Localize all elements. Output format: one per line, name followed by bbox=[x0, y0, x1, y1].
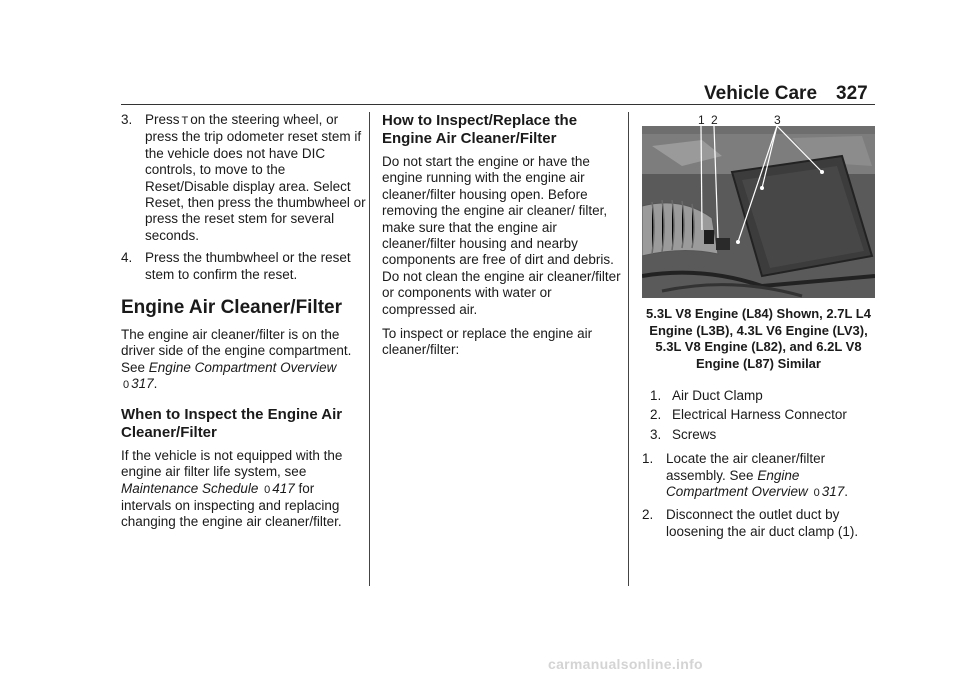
step-3 bbox=[121, 112, 366, 244]
subsection-title: When to Inspect the Engine Air Cleaner/Filter bbox=[121, 405, 343, 441]
figure-legend bbox=[650, 388, 875, 443]
step-text: Disconnect the outlet duct by loosening the air duct clamp (1). bbox=[666, 507, 859, 539]
column-divider-1 bbox=[369, 112, 370, 586]
maintenance-schedule-link[interactable]: Maintenance Schedule 0 417 bbox=[121, 480, 295, 496]
step-number: 2. bbox=[642, 507, 654, 523]
step-text: Press the thumbwheel or the reset stem to confirm the reset. bbox=[145, 250, 351, 282]
callout-2: 2 bbox=[711, 113, 718, 127]
page-ref-icon: 0 bbox=[264, 483, 271, 496]
subsection-title: How to Inspect/Replace the Engine Air Cleaner/Filter bbox=[382, 112, 578, 147]
paragraph: Do not start the engine or have the engine running with the engine air cleaner/filter housing open. Before removing the engine air cleaner/ filter, make sure that the engine air cleaner/filter housing and nearby components are free of dirt and debris. Do not clean the engine air cleaner/filter or components with water or compressed air. bbox=[382, 154, 621, 317]
section-header-title: Vehicle Care bbox=[704, 83, 818, 104]
thumbwheel-symbol-icon: T bbox=[181, 115, 189, 127]
subsection-paragraph: If the vehicle is not equipped with the engine air filter life system, see Maintenance Schedule 0 417 for intervals on inspecting and replacing changing the engine air cleaner/filter. bbox=[121, 447, 343, 530]
step-number: 3. bbox=[121, 112, 133, 127]
legend-item: 1. Air Duct Clamp bbox=[650, 388, 763, 403]
page-number: 327 bbox=[836, 83, 868, 104]
figure-caption: 5.3L V8 Engine (L84) Shown, 2.7L L4 Engine (L3B), 4.3L V6 Engine (LV3), 5.3L V8 Engine (L82), and 6.2L V8 Engine (L87) Similar bbox=[646, 306, 871, 371]
page-ref-icon: 0 bbox=[123, 379, 130, 392]
step-1: 1. Locate the air cleaner/filter assembly. See Engine Compartment Overview 0 317. bbox=[642, 451, 875, 501]
engine-compartment-overview-link[interactable]: Engine Compartment Overview 0 317 bbox=[666, 467, 845, 500]
engine-illustration bbox=[642, 126, 875, 298]
legend-item: 3. Screws bbox=[650, 426, 717, 442]
section-paragraph: The engine air cleaner/filter is on the driver side of the engine compartment. See Engine Compartment Overview 0 317. bbox=[121, 327, 352, 392]
step-2 bbox=[642, 507, 875, 540]
step-text: Press bbox=[145, 112, 180, 127]
column-divider-2 bbox=[628, 112, 629, 586]
legend-item: 2. Electrical Harness Connector bbox=[650, 407, 847, 423]
step-4 bbox=[121, 250, 366, 283]
column-3 bbox=[642, 112, 875, 546]
header-rule bbox=[121, 104, 875, 105]
paragraph: To inspect or replace the engine air cleaner/filter: bbox=[382, 326, 593, 358]
column-1 bbox=[121, 112, 366, 539]
callout-3: 3 bbox=[774, 113, 781, 127]
page-ref-icon: 0 bbox=[813, 487, 820, 500]
watermark-footer: carmanualsonline.info bbox=[548, 656, 703, 672]
step-number: 4. bbox=[121, 250, 133, 266]
callout-1: 1 bbox=[698, 113, 705, 127]
engine-compartment-overview-link[interactable]: Engine Compartment Overview 0 317 bbox=[123, 359, 337, 392]
engine-air-cleaner-photo bbox=[642, 112, 875, 298]
callout-numbers bbox=[642, 112, 875, 126]
column-2 bbox=[382, 112, 622, 367]
section-title: Engine Air Cleaner/Filter bbox=[121, 297, 343, 319]
step-number: 1. bbox=[642, 451, 654, 467]
step-text-cont: on the steering wheel, or press the trip odometer reset stem if the vehicle does not have DIC controls, to move to the Reset/Disable display area. Select Reset, then press the thumbwheel or press the reset stem for several seconds. bbox=[145, 112, 366, 243]
